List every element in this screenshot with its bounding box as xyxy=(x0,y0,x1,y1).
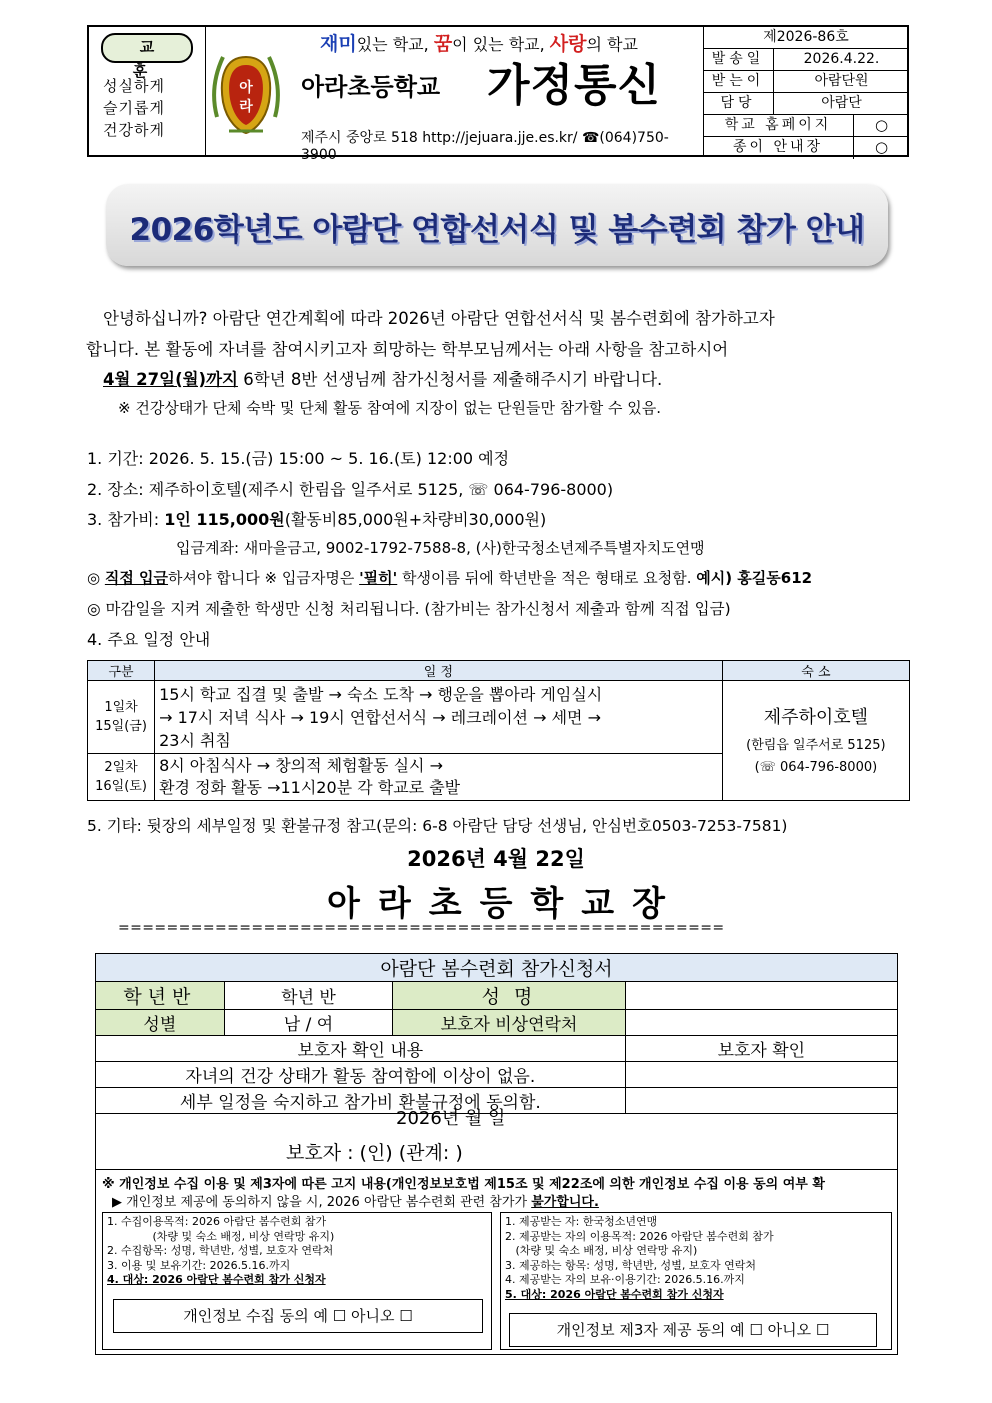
schedule-day1-row xyxy=(88,681,910,754)
principal-signature: 아라초등학교장 xyxy=(327,884,683,924)
intro-line-2: 합니다. 본 활동에 자녀를 참여시키고자 희망하는 학부모님께서는 아래 사항을 참고하시어 xyxy=(86,340,729,359)
motto-badge: 교 훈 xyxy=(101,33,193,63)
day1-label: 1일차 15일(금) xyxy=(88,681,155,754)
deposit-notice: ◎ 직접 입금하셔야 합니다 ※ 입금자명은 '필히' 학생이름 뒤에 학년반을 적은 형태로 요청함. 예시) 홍길동612 xyxy=(87,569,813,587)
newsletter-title: 가정통신 xyxy=(487,60,662,111)
collect-consent-checkbox[interactable]: 개인정보 수집 동의 예 ☐ 아니오 ☐ xyxy=(113,1299,483,1333)
form-title: 아람단 봄수련회 참가신청서 xyxy=(96,954,898,982)
day1-schedule: 15시 학교 집결 및 출발 → 숙소 도착 → 행운을 뽑아라 게임실시 → 17시 저녁 식사 → 19시 연합선서식 → 레크레이션 → 세면 → 23시 취침 xyxy=(155,681,723,754)
third-party-consent-box: 1. 제공받는 자: 한국청소년연맹 2. 제공받는 자의 이용목적: 2026 아람단 봄수련회 참가 (차량 및 숙소 배정, 비상 연락망 유지) 3. 제공하는 항목: 성명, 학년반, 성별, 보호자 연락처 4. 제공받는 자의 보유·이용기간: 2026.5.16.까지 5. 대상: 2026 아람단 봄수련회 참가 신청자 개인정보 제3자 제공 동의 예 ☐ 아니오 ☐ xyxy=(500,1212,892,1350)
page-title: 2026학년도 아람단 연합선서식 및 봄수련회 참가 안내 xyxy=(129,212,865,248)
lodging-name: 제주하이호텔 xyxy=(763,706,869,728)
confirm-col-header: 보호자 확인 xyxy=(625,1036,897,1062)
svg-text:아: 아 xyxy=(239,80,253,96)
confirm-header: 보호자 확인 내용 xyxy=(96,1036,626,1062)
school-slogan: 재미있는 학교, 꿈이 있는 학교, 사랑의 학교 xyxy=(320,33,638,55)
schedule-header-row: 구분 일 정 숙 소 xyxy=(88,661,910,681)
period-item: 1. 기간: 2026. 5. 15.(금) 15:00 ~ 5. 16.(토) 12:00 예정 xyxy=(87,449,510,468)
motto-text: 성실하게 슬기롭게 건강하게 xyxy=(103,77,165,139)
motto-panel xyxy=(89,27,206,155)
document-info-panel xyxy=(703,27,909,155)
collect-consent-box: 1. 수집이용목적: 2026 아람단 봄수련회 참가 (차량 및 숙소 배정, 비상 연락망 유지) 2. 수집항목: 성명, 학년반, 성별, 보호자 연락처 3. 이용 및 보유기간: 2026.5.16.까지 4. 대상: 2026 아람단 봄수련회 참가 신청자 개인정보 수집 동의 예 ☐ 아니오 ☐ xyxy=(102,1212,492,1350)
place-item: 2. 장소: 제주하이호텔(제주시 한림읍 일주서로 5125, ☏ 064-796-8000) xyxy=(87,480,614,499)
intro-line-3: 4월 27일(월)까지 6학년 8반 선생님께 참가신청서를 제출해주시기 바랍니다. xyxy=(103,370,663,389)
doc-number: 제2026-86호 xyxy=(703,27,909,49)
form-date-line[interactable]: 2026년 월 일 xyxy=(396,1108,506,1129)
health-note: ※ 건강상태가 단체 숙박 및 단체 활동 참여에 지장이 없는 단원들만 참가할 수 있음. xyxy=(118,399,662,417)
guardian-signature-line[interactable]: 보호자 : (인) (관계: ) xyxy=(286,1142,463,1164)
schedule-table xyxy=(87,660,910,801)
school-title-panel xyxy=(205,27,704,163)
emergency-field[interactable] xyxy=(625,1010,897,1036)
name-field[interactable] xyxy=(625,982,897,1010)
issue-date: 2026년 4월 22일 xyxy=(407,847,585,871)
cut-line: ================================================== xyxy=(118,920,725,936)
application-table xyxy=(95,953,898,1114)
day2-label: 2일차 16일(토) xyxy=(88,754,155,801)
lodging-address: (한림읍 일주서로 5125) xyxy=(746,737,886,753)
manager-row: 담당 아람단 xyxy=(703,93,909,115)
privacy-notice xyxy=(96,1169,897,1210)
application-form xyxy=(95,953,898,1355)
newsletter-header xyxy=(87,25,909,163)
school-name: 아라초등학교 xyxy=(301,73,441,101)
svg-text:라: 라 xyxy=(239,99,253,115)
lodging-phone: (☏ 064-796-8000) xyxy=(754,759,878,775)
channel-paper-row: 종이 안내장 ○ xyxy=(703,137,909,159)
confirm-refund-check[interactable] xyxy=(625,1088,897,1114)
day2-schedule: 8시 아침식사 → 창의적 체험활동 실시 → 환경 정화 활동 →11시20분 각 학교로 출발 xyxy=(155,754,723,801)
confirm-health-check[interactable] xyxy=(625,1062,897,1088)
bank-account: 입금계좌: 새마을금고, 9002-1792-7588-8, (사)한국청소년제주특별자치도연맹 xyxy=(176,539,705,557)
lodging-cell xyxy=(722,681,909,801)
send-date-row: 발송일 2026.4.22. xyxy=(703,49,909,71)
deadline-notice: ◎ 마감일을 지켜 제출한 학생만 신청 처리됩니다. (참가비는 참가신청서 제출과 함께 직접 입금) xyxy=(87,600,731,618)
schedule-heading: 4. 주요 일정 안내 xyxy=(87,630,211,649)
gender-field[interactable]: 남 / 여 xyxy=(224,1010,393,1036)
gender-label: 성별 xyxy=(96,1010,225,1036)
name-label: 성 명 xyxy=(393,982,625,1010)
school-address: 제주시 중앙로 518 http://jejuara.jje.es.kr/ ☎(064)750-3900 xyxy=(301,130,669,163)
grade-field[interactable]: 학년 반 xyxy=(224,982,393,1010)
title-banner xyxy=(106,184,888,266)
deadline-date: 4월 27일(월)까지 xyxy=(103,370,238,389)
emergency-label: 보호자 비상연락처 xyxy=(393,1010,625,1036)
recipient-row: 받는이 아람단원 xyxy=(703,71,909,93)
school-emblem-logo xyxy=(209,47,283,137)
fee-item: 3. 참가비: 1인 115,000원(활동비85,000원+차량비30,000원) xyxy=(87,510,547,529)
confirm-health: 자녀의 건강 상태가 활동 참여함에 이상이 없음. xyxy=(96,1062,626,1088)
grade-label: 학년반 xyxy=(96,982,225,1010)
privacy-notice-line1: ※ 개인정보 수집 이용 및 제3자에 따른 고지 내용(개인정보보호법 제15조 및 제22조에 의한 개인정보 수집 이용 동의 여부 확 xyxy=(102,1177,825,1192)
intro-line-1: 안녕하십니까? 아람단 연간계획에 따라 2026년 아람단 연합선서식 및 봄수련회에 참가하고자 xyxy=(103,309,775,328)
channel-homepage-row: 학교 홈페이지 ○ xyxy=(703,115,909,137)
third-party-consent-checkbox[interactable]: 개인정보 제3자 제공 동의 예 ☐ 아니오 ☐ xyxy=(509,1313,877,1347)
confirm-refund: 세부 일정을 숙지하고 참가비 환불규정에 동의함. xyxy=(96,1088,626,1114)
privacy-notice-line2: ▶ 개인정보 제공에 동의하지 않을 시, 2026 아람단 봄수련회 관련 참가가 불가합니다. xyxy=(112,1195,599,1210)
other-item: 5. 기타: 뒷장의 세부일정 및 환불규정 참고(문의: 6-8 아람단 담당 선생님, 안심번호0503-7253-7581) xyxy=(87,817,788,835)
